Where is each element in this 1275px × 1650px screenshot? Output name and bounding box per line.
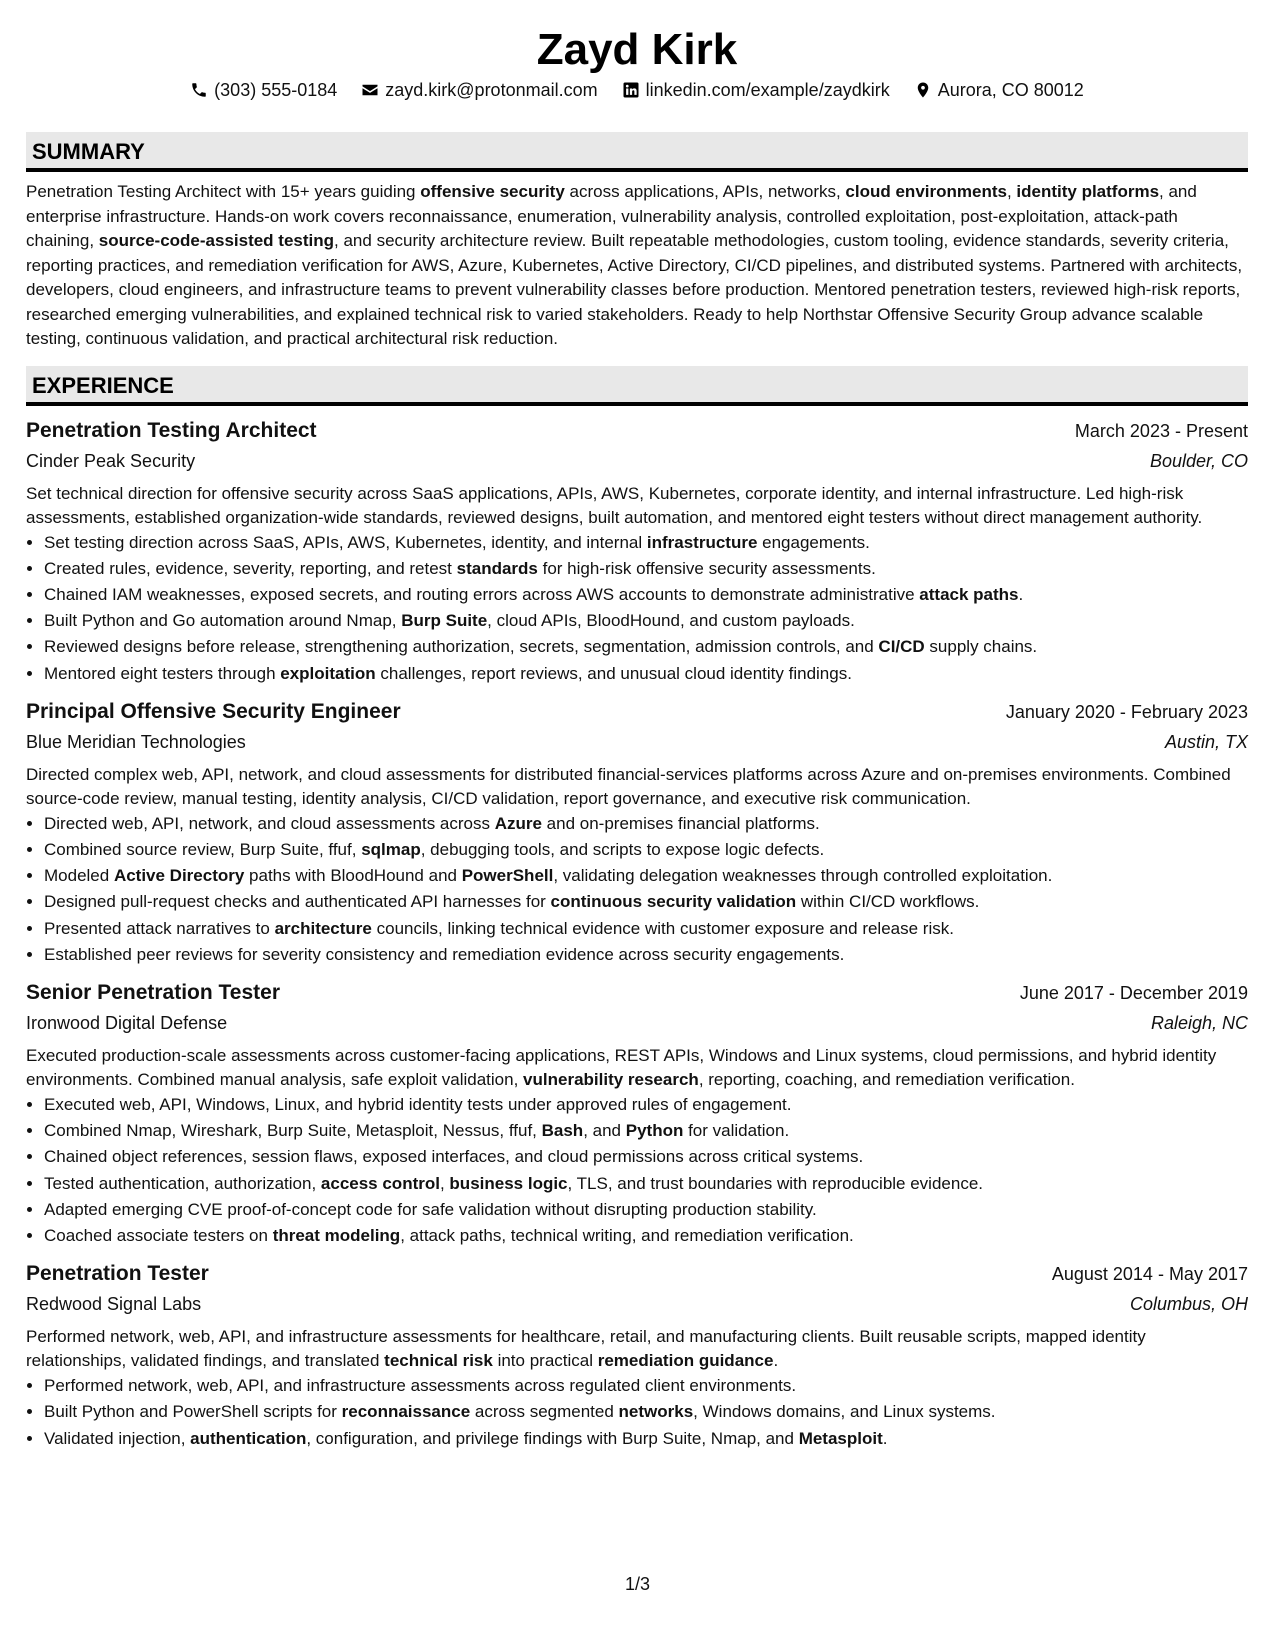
- location-text: Aurora, CO 80012: [937, 80, 1084, 100]
- emphasis-text: Metasploit: [798, 1428, 883, 1448]
- phone-text: (303) 555-0184: [214, 80, 338, 100]
- text-run: , and security architecture review. Built repeatable methodologies, custom tooling, evidence standards, severity criteria, reporting practices, and remediation verification for AWS, Azure, Kubernetes, Active Directory, CI/CD pipelines, and distributed systems. Partnered with architects, developers, cloud engineers, and infrastructure teams to prevent vulnerability classes before production. Mentored penetration testers, reviewed high-risk reports, researched emerging vulnerabilities, and explained technical risk to varied stakeholders. Ready to help Northstar Offensive Security Group advance scalable testing, continuous validation, and practical architectural risk reduction.: [26, 231, 1243, 348]
- text-run: Tested authentication, authorization,: [44, 1173, 321, 1193]
- job-location: Austin, TX: [1164, 731, 1248, 752]
- text-run: Chained object references, session flaws, exposed interfaces, and cloud permissions across critical systems.: [44, 1147, 864, 1167]
- job-company: Ironwood Digital Defense: [26, 1012, 228, 1033]
- text-run: , TLS, and trust boundaries with reproducible evidence.: [567, 1173, 984, 1193]
- text-run: engagements.: [757, 532, 870, 552]
- text-run: paths with BloodHound and: [244, 866, 462, 886]
- bullet-item: [44, 889, 1248, 915]
- text-run: Reviewed designs before release, strengthening authorization, secrets, segmentation, admission controls, and: [44, 637, 879, 657]
- text-run: , debugging tools, and scripts to expose logic defects.: [420, 839, 825, 859]
- job-bullets: [26, 1373, 1248, 1452]
- text-run: Set testing direction across SaaS, APIs, AWS, Kubernetes, identity, and internal: [44, 532, 647, 552]
- emphasis-text: Python: [625, 1121, 684, 1141]
- text-run: ,: [1006, 182, 1017, 201]
- bullet-item: [44, 608, 1248, 634]
- emphasis-text: Burp Suite: [401, 611, 488, 631]
- text-run: Built Python and PowerShell scripts for: [44, 1402, 342, 1422]
- text-run: Penetration Testing Architect with 15+ years guiding: [26, 182, 421, 201]
- text-run: Modeled: [44, 866, 114, 886]
- job-title: Principal Offensive Security Engineer: [26, 699, 401, 723]
- text-run: , reporting, coaching, and remediation verification.: [698, 1069, 1075, 1089]
- text-run: , and enterprise infrastructure. Hands-on work covers reconnaissance, enumeration, vulnerability analysis, controlled exploitation, post-exploitation, attack-path chaining,: [26, 182, 1197, 250]
- contact-email[interactable]: [361, 78, 597, 102]
- text-run: Presented attack narratives to: [44, 918, 275, 938]
- bullet-item: [44, 582, 1248, 608]
- contact-phone: [190, 78, 337, 102]
- job-description: [26, 1325, 1248, 1373]
- contact-bar: [26, 78, 1248, 102]
- text-run: Built Python and Go automation around Nmap,: [44, 611, 402, 631]
- text-run: challenges, report reviews, and unusual cloud identity findings.: [375, 663, 852, 683]
- bullet-item: [44, 916, 1248, 942]
- job-bullets: [26, 530, 1248, 687]
- text-run: ,: [439, 1173, 450, 1193]
- text-run: Designed pull-request checks and authenticated API harnesses for: [44, 892, 551, 912]
- emphasis-text: source-code-assisted testing: [98, 231, 335, 250]
- text-run: for validation.: [683, 1121, 790, 1141]
- text-run: and on-premises financial platforms.: [541, 813, 820, 833]
- job-bullets: [26, 1092, 1248, 1249]
- bullet-item: [44, 1426, 1248, 1452]
- section-heading-experience: EXPERIENCE: [26, 366, 1248, 406]
- job-dates: March 2023 - Present: [1074, 420, 1248, 441]
- job-entry: [26, 416, 1248, 687]
- contact-linkedin[interactable]: [622, 78, 890, 102]
- text-run: Executed web, API, Windows, Linux, and hybrid identity tests under approved rules of engagement.: [44, 1094, 792, 1114]
- candidate-name: Zayd Kirk: [536, 25, 738, 74]
- text-run: within CI/CD workflows.: [796, 892, 980, 912]
- text-run: Combined source review, Burp Suite, ffuf,: [44, 839, 362, 859]
- emphasis-text: sqlmap: [361, 839, 421, 859]
- envelope-icon: [361, 81, 379, 99]
- job-entry: [26, 697, 1248, 968]
- job-title: Senior Penetration Tester: [26, 980, 281, 1004]
- text-run: Directed web, API, network, and cloud assessments across: [44, 813, 495, 833]
- text-run: , Windows domains, and Linux systems.: [693, 1402, 996, 1422]
- job-company: Blue Meridian Technologies: [26, 731, 246, 752]
- bullet-item: [44, 661, 1248, 687]
- bullet-item: [44, 942, 1248, 968]
- section-heading-summary: SUMMARY: [26, 132, 1248, 172]
- text-run: Set technical direction for offensive security across SaaS applications, APIs, AWS, Kubernetes, corporate identity, and internal infrastructure. Led high-risk assessments, established organization-wide standards, reviewed designs, built automation, and mentored eight testers without direct management authority.: [26, 483, 1203, 527]
- job-description: [26, 1044, 1248, 1092]
- emphasis-text: attack paths: [919, 584, 1019, 604]
- emphasis-text: technical risk: [384, 1351, 493, 1371]
- text-run: Combined Nmap, Wireshark, Burp Suite, Metasploit, Nessus, ffuf,: [44, 1121, 542, 1141]
- summary-section: [26, 132, 1248, 352]
- emphasis-text: continuous security validation: [550, 892, 797, 912]
- job-description: [26, 482, 1248, 530]
- phone-icon: [190, 81, 208, 99]
- text-run: into practical: [492, 1351, 598, 1371]
- emphasis-text: networks: [618, 1402, 694, 1422]
- emphasis-text: CI/CD: [878, 637, 925, 657]
- emphasis-text: exploitation: [280, 663, 376, 683]
- emphasis-text: cloud environments: [845, 182, 1007, 201]
- text-run: Performed network, web, API, and infrastructure assessments across regulated client environments.: [44, 1376, 797, 1396]
- bullet-item: [44, 811, 1248, 837]
- text-run: Adapted emerging CVE proof-of-concept code for safe validation without disrupting production stability.: [44, 1199, 817, 1219]
- resume-page: [26, 0, 1248, 1452]
- map-pin-icon: [914, 81, 932, 99]
- text-run: Performed network, web, API, and infrastructure assessments for healthcare, retail, and manufacturing clients. Built reusable scripts, mapped identity relationships, validated findings, and translated: [26, 1327, 1146, 1371]
- bullet-item: [44, 1223, 1248, 1249]
- emphasis-text: Active Directory: [113, 866, 245, 886]
- emphasis-text: offensive security: [420, 182, 565, 201]
- emphasis-text: access control: [320, 1173, 440, 1193]
- job-location: Raleigh, NC: [1150, 1012, 1248, 1033]
- job-company: Cinder Peak Security: [26, 450, 196, 471]
- emphasis-text: reconnaissance: [341, 1402, 471, 1422]
- experience-section: [26, 366, 1248, 1452]
- emphasis-text: authentication: [190, 1428, 307, 1448]
- text-run: , attack paths, technical writing, and remediation verification.: [400, 1225, 854, 1245]
- text-run: across segmented: [470, 1402, 619, 1422]
- job-entry: [26, 978, 1248, 1249]
- bullet-item: [44, 1118, 1248, 1144]
- page-number: 1/3: [624, 1574, 651, 1594]
- job-dates: January 2020 - February 2023: [1005, 701, 1248, 722]
- text-run: Validated injection,: [44, 1428, 191, 1448]
- text-run: councils, linking technical evidence with customer exposure and release risk.: [371, 918, 954, 938]
- bullet-item: [44, 1144, 1248, 1170]
- emphasis-text: infrastructure: [646, 532, 758, 552]
- job-location: Boulder, CO: [1149, 450, 1248, 471]
- bullet-item: [44, 863, 1248, 889]
- text-run: Executed production-scale assessments across customer-facing applications, REST APIs, Windows and Linux systems, cloud permissions, and hybrid identity environments. Combined manual analysis, safe exploit validation,: [26, 1045, 1217, 1089]
- emphasis-text: Bash: [541, 1121, 584, 1141]
- text-run: , validating delegation weaknesses through controlled exploitation.: [553, 866, 1053, 886]
- text-run: , and: [583, 1121, 626, 1141]
- bullet-item: [44, 1171, 1248, 1197]
- bullet-item: [44, 530, 1248, 556]
- job-location: Columbus, OH: [1129, 1294, 1248, 1315]
- emphasis-text: standards: [456, 558, 538, 578]
- text-run: .: [773, 1351, 779, 1371]
- bullet-item: [44, 1373, 1248, 1399]
- emphasis-text: identity platforms: [1016, 182, 1160, 201]
- text-run: Created rules, evidence, severity, reporting, and retest: [44, 558, 457, 578]
- bullet-item: [44, 556, 1248, 582]
- emphasis-text: Azure: [494, 813, 542, 833]
- text-run: Mentored eight testers through: [44, 663, 281, 683]
- bullet-item: [44, 1399, 1248, 1425]
- bullet-item: [44, 1197, 1248, 1223]
- text-run: , cloud APIs, BloodHound, and custom payloads.: [487, 611, 855, 631]
- bullet-item: [44, 837, 1248, 863]
- text-run: .: [1018, 584, 1024, 604]
- linkedin-text[interactable]: linkedin.com/example/zaydkirk: [645, 80, 890, 100]
- linkedin-icon: [622, 81, 640, 99]
- text-run: for high-risk offensive security assessments.: [537, 558, 876, 578]
- text-run: , configuration, and privilege findings with Burp Suite, Nmap, and: [306, 1428, 799, 1448]
- emphasis-text: architecture: [274, 918, 372, 938]
- emphasis-text: vulnerability research: [523, 1069, 699, 1089]
- bullet-item: [44, 1092, 1248, 1118]
- emphasis-text: PowerShell: [461, 866, 554, 886]
- job-dates: August 2014 - May 2017: [1051, 1264, 1248, 1285]
- job-entry: [26, 1259, 1248, 1452]
- bullet-item: [44, 634, 1248, 660]
- job-bullets: [26, 811, 1248, 968]
- text-run: across applications, APIs, networks,: [564, 182, 846, 201]
- text-run: .: [882, 1428, 888, 1448]
- summary-text: [26, 180, 1248, 352]
- job-description: [26, 763, 1248, 811]
- emphasis-text: business logic: [449, 1173, 568, 1193]
- text-run: Coached associate testers on: [44, 1225, 273, 1245]
- emphasis-text: threat modeling: [272, 1225, 401, 1245]
- emphasis-text: remediation guidance: [597, 1351, 774, 1371]
- text-run: Directed complex web, API, network, and cloud assessments for distributed financial-services platforms across Azure and on-premises environments. Combined source-code review, manual testing, identity analysis, CI/CD validation, report governance, and executive risk communication.: [26, 764, 1231, 808]
- text-run: Established peer reviews for severity consistency and remediation evidence across security engagements.: [44, 944, 845, 964]
- job-company: Redwood Signal Labs: [26, 1294, 202, 1315]
- text-run: supply chains.: [924, 637, 1038, 657]
- contact-location: [914, 78, 1084, 102]
- email-text[interactable]: zayd.kirk@protonmail.com: [385, 80, 598, 100]
- job-title: Penetration Tester: [26, 1262, 209, 1286]
- job-title: Penetration Testing Architect: [26, 418, 317, 442]
- job-dates: June 2017 - December 2019: [1019, 982, 1248, 1003]
- text-run: Chained IAM weaknesses, exposed secrets, and routing errors across AWS accounts to demonstrate administrative: [44, 584, 920, 604]
